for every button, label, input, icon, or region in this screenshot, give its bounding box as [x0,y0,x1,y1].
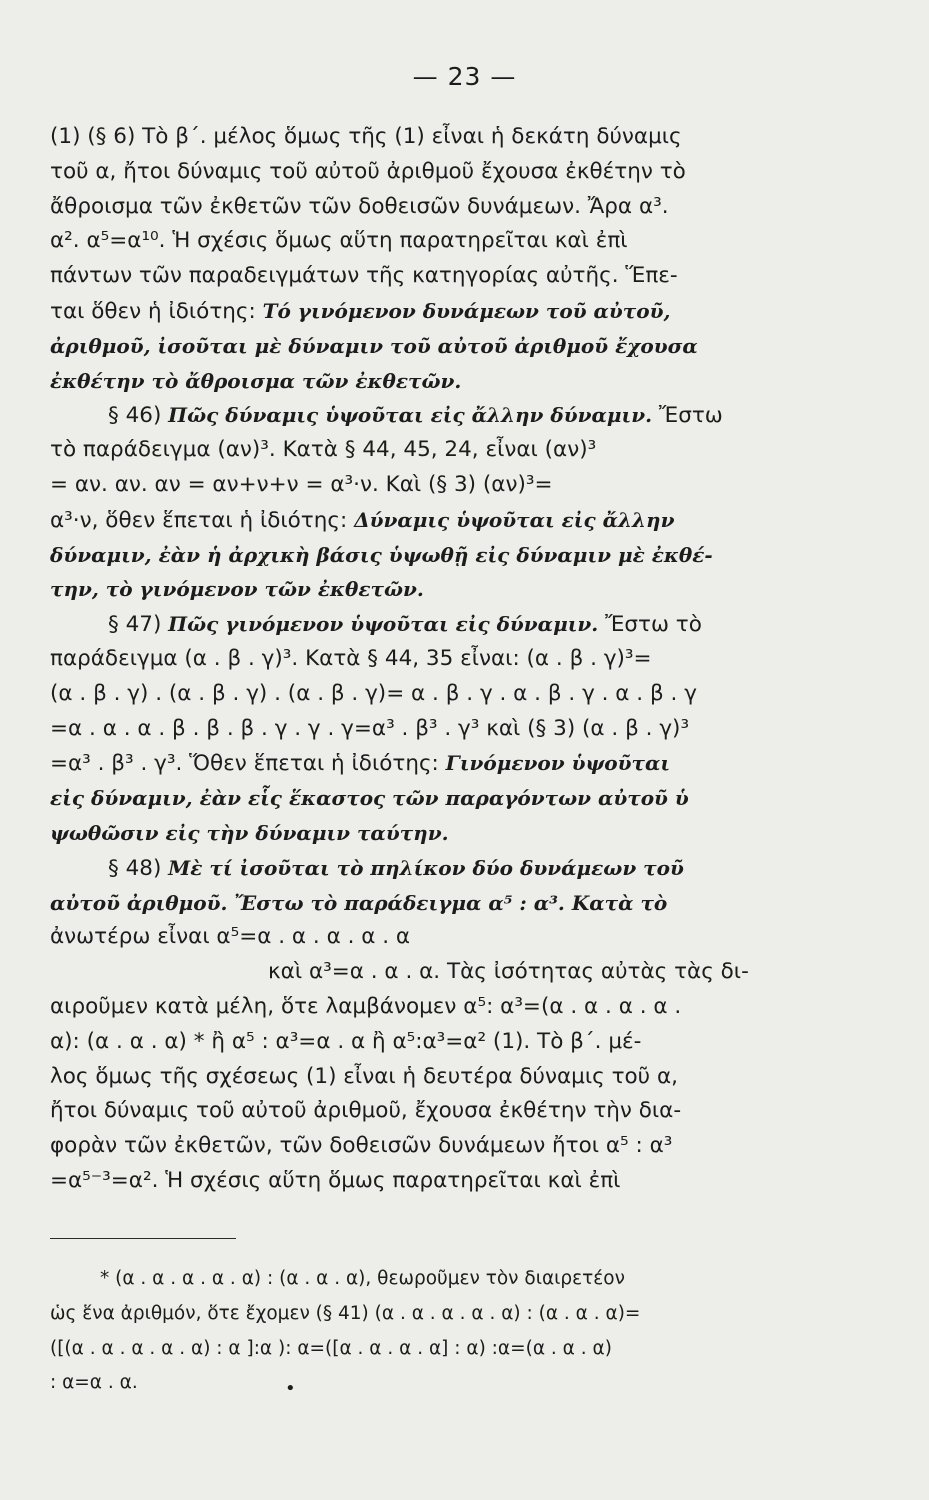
text-line: α): (α . α . α) * ἢ α⁵ : α³=α . α ἢ α⁵:α³=α² (1). Τὸ β΄. μέ- [50,1028,642,1054]
text-line: φορὰν τῶν ἐκθετῶν, τῶν δοθεισῶν δυνάμεων ἤτοι α⁵ : α³ [50,1133,673,1159]
text-line: ἀνωτέρω εἶναι α⁵=α . α . α . α . α [50,924,411,950]
text-run: Ἔστω τὸ [598,612,702,638]
text-line: ἄθροισμα τῶν ἐκθετῶν τῶν δοθεισῶν δυνάμεων. Ἄρα α³. [50,193,669,219]
text-line: λος ὅμως τῆς σχέσεως (1) εἶναι ἡ δευτέρα δύναμις τοῦ α, [50,1063,678,1089]
text-run: ται ὅθεν ἡ ἰδιότης: [50,298,263,324]
emphasized-line: ψωθῶσιν εἰς τὴν δύναμιν ταύτην. [50,820,449,845]
body-text [50,120,798,1199]
section-heading-48 [50,851,798,886]
emphasized-line: ἐκθέτην τὸ ἄθροισμα τῶν ἐκθετῶν. [50,368,462,393]
emphasized-line: την, τὸ γινόμενον τῶν ἐκθετῶν. [50,577,424,602]
emphasized-text: Γινόμενον ὑψοῦται [445,751,671,776]
text-line: =α⁵⁻³=α². Ἡ σχέσις αὕτη ὅμως παρατηρεῖται καὶ ἐπὶ [50,1167,621,1193]
footnote-divider [50,1238,236,1239]
text-line: ἤτοι δύναμις τοῦ αὐτοῦ ἀριθμοῦ, ἔχουσα ἐκθέτην τὴν δια- [50,1098,682,1124]
section-number: § 47) [108,612,169,638]
section-title: Πῶς δύναμις ὑψοῦται εἰς ἄλλην δύναμιν. [168,403,653,428]
emphasized-text: Τό γινόμενον δυνάμεων τοῦ αὐτοῦ, [262,298,671,323]
section-heading-46 [50,398,798,433]
stray-mark: • [285,1378,296,1399]
text-run: α³·ν, ὅθεν ἕπεται ἡ ἰδιότης: [50,507,355,533]
text-line [50,503,798,538]
text-line [50,294,798,329]
text-line [50,746,798,781]
text-run: Ἔστω [652,403,723,429]
text-line: = αν. αν. αν = αν+ν+ν = α³·ν. Καὶ (§ 3) (αν)³= [50,471,553,497]
text-line: πάντων τῶν παραδειγμάτων τῆς κατηγορίας αὐτῆς. Ἕπε- [50,263,678,289]
text-line: (α . β . γ) . (α . β . γ) . (α . β . γ)= α . β . γ . α . β . γ . α . β . γ [50,680,697,706]
footnote [50,1262,798,1401]
emphasized-line: ἀριθμοῦ, ἰσοῦται μὲ δύναμιν τοῦ αὐτοῦ ἀριθμοῦ ἔχουσα [50,333,698,358]
footnote-line: : α=α . α. [50,1372,138,1394]
text-line: α². α⁵=α¹⁰. Ἡ σχέσις ὅμως αὕτη παρατηρεῖται καὶ ἐπὶ [50,228,628,254]
emphasized-line: εἰς δύναμιν, ἐὰν εἷς ἕκαστος τῶν παραγόντων αὐτοῦ ὑ [50,786,689,811]
text-line: =α . α . α . β . β . β . γ . γ . γ=α³ . β³ . γ³ καὶ (§ 3) (α . β . γ)³ [50,715,690,741]
text-run: =α³ . β³ . γ³. Ὅθεν ἕπεται ἡ ἰδιότης: [50,751,446,777]
text-line: καὶ α³=α . α . α. Τὰς ἰσότητας αὐτὰς τὰς δι- [268,959,749,985]
emphasized-line: αὐτοῦ ἀριθμοῦ. Ἔστω τὸ παράδειγμα α⁵ : α³. Κατὰ τὸ [50,890,668,915]
section-heading-47 [50,607,798,642]
footnote-line: ὡς ἕνα ἀριθμόν, ὅτε ἔχομεν (§ 41) (α . α . α . α . α) : (α . α . α)= [50,1302,641,1324]
page-number: — 23 — [412,62,517,91]
text-line: τοῦ α, ἤτοι δύναμις τοῦ αὐτοῦ ἀριθμοῦ ἔχουσα ἐκθέτην τὸ [50,158,686,184]
text-line: αιροῦμεν κατὰ μέλη, ὅτε λαμβάνομεν α⁵: α³=(α . α . α . α . [50,993,682,1019]
text-line: τὸ παράδειγμα (αν)³. Κατὰ § 44, 45, 24, εἶναι (αν)³ [50,437,597,463]
section-title: Μὲ τί ἰσοῦται τὸ πηλίκον δύο δυνάμεων τοῦ [168,855,684,880]
section-number: § 48) [108,855,169,881]
section-number: § 46) [108,403,169,429]
text-line: (1) (§ 6) Τὸ β΄. μέλος ὅμως τῆς (1) εἶναι ἡ δεκάτη δύναμις [50,124,682,149]
footnote-line: ([(α . α . α . α . α) : α ]:α ): α=([α . α . α . α] : α) :α=(α . α . α) [50,1337,612,1359]
emphasized-line: δύναμιν, ἐὰν ἡ ἀρχικὴ βάσις ὑψωθῇ εἰς δύναμιν μὲ ἐκθέ- [50,542,713,567]
section-title: Πῶς γινόμενον ὑψοῦται εἰς δύναμιν. [168,612,599,637]
emphasized-text: Δύναμις ὑψοῦται εἰς ἄλλην [354,507,675,532]
footnote-line: * (α . α . α . α . α) : (α . α . α), θεωροῦμεν τὸν διαιρετέον [100,1268,625,1289]
text-line: παράδειγμα (α . β . γ)³. Κατὰ § 44, 35 εἶναι: (α . β . γ)³= [50,645,652,671]
